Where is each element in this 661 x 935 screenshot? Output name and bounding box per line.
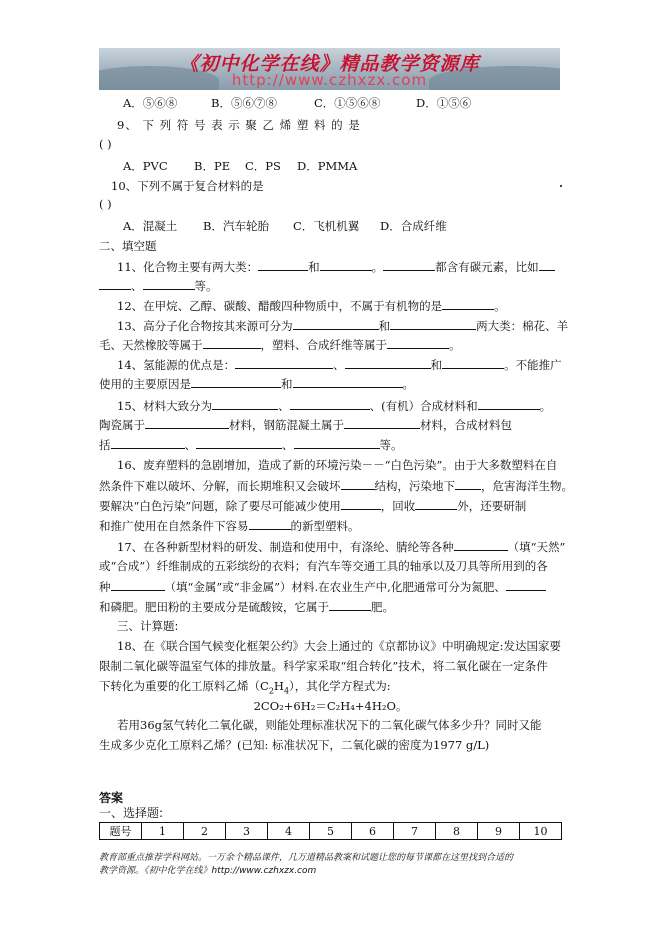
footer-line: 教育部重点推荐学科网站。一万余个精品课件，几万道精品教案和试题让您的每节课都在这里找到合适的 [99, 853, 514, 863]
page-footer [99, 852, 569, 878]
section-title-calculation: 三、计算题: [117, 619, 179, 633]
blank[interactable] [415, 498, 457, 510]
q10-option-a: A．混凝土 [123, 219, 178, 233]
blank[interactable] [191, 376, 281, 388]
q8-option-c: C．①⑤⑥⑧ [314, 96, 381, 110]
table-cell: 1 [142, 823, 184, 840]
blank[interactable] [506, 579, 546, 591]
q9-paren: ( ) [99, 137, 112, 151]
q8-option-a: A．⑤⑥⑧ [123, 96, 178, 110]
q16-line4: 和推广使用在自然条件下容易 的新型塑料。 [99, 519, 360, 533]
blank[interactable] [258, 259, 308, 271]
blank[interactable] [143, 278, 195, 290]
table-cell: 题号 [100, 823, 142, 840]
q13-line1: 13、高分子化合物按其来源可分为 和 两大类：棉花、羊 [117, 319, 569, 333]
q12: 12、在甲烷、乙醇、碳酸、醋酸四种物质中，不属于有机物的是 。 [117, 299, 506, 313]
blank[interactable] [111, 579, 165, 591]
blank[interactable] [341, 478, 375, 490]
table-cell: 3 [226, 823, 268, 840]
answers-subtitle: 一、选择题: [99, 806, 164, 820]
blank[interactable] [293, 376, 403, 388]
q9-option-c: C．PS [245, 159, 281, 173]
q8-option-d: D．①⑤⑥ [416, 96, 472, 110]
q14-line2: 使用的主要原因是 和 。 [99, 377, 414, 391]
table-cell: 7 [394, 823, 436, 840]
blank[interactable] [293, 318, 379, 330]
q11-line1: 11、化合物主要有两大类： 和 。 都含有碳元素，比如 [117, 259, 555, 274]
blank[interactable] [294, 437, 380, 449]
blank[interactable] [390, 318, 476, 330]
blank[interactable] [345, 357, 431, 369]
blank[interactable] [344, 417, 420, 429]
q11-line2: 、 等。 [99, 278, 218, 293]
answer-table [99, 822, 562, 840]
blank[interactable] [442, 357, 504, 369]
stray-dot [560, 185, 562, 187]
banner-title: 《初中化学在线》精品教学资源库 [179, 53, 480, 75]
table-cell: 6 [352, 823, 394, 840]
q18-formula: 2CO₂+6H₂＝C₂H₄+4H₂O。 [253, 699, 408, 713]
q15-line2: 陶瓷属于 材料，钢筋混凝土属于 材料，合成材料包 [99, 418, 512, 432]
q16-line3: 要解决“白色污染”问题，除了要尽可能减少使用 ，回收 外，还要研制 [99, 499, 527, 513]
table-cell: 2 [184, 823, 226, 840]
q18-line5: 生成多少克化工原料乙烯？(已知: 标准状况下，二氧化碳的密度为1977 g/L) [99, 738, 490, 752]
blank[interactable] [478, 398, 540, 410]
q16-line2: 然条件下难以破坏、分解，而长期堆积又会破坏 结构，污染地下 ，危害海洋生物。 [99, 479, 573, 493]
blank[interactable] [203, 337, 261, 349]
q9-stem: 9、 下 列 符 号 表 示 聚 乙 烯 塑 料 的 是 [117, 118, 361, 132]
q18-line1: 18、在《联合国气候变化框架公约》大会上通过的《京都协议》中明确规定:发达国家要 [117, 639, 562, 653]
q18-line2: 限制二氧化碳等温室气体的排放量。科学家采取“组合转化”技术，将二氧化碳在一定条件 [99, 659, 548, 673]
blank[interactable] [111, 437, 185, 449]
table-row [100, 823, 562, 840]
q15-line1: 15、材料大致分为 、 、(有机）合成材料和 。 [117, 399, 552, 413]
blank[interactable] [320, 259, 372, 271]
q18-line3: 下转化为重要的化工原料乙烯$(C_2H_4)$，其化学方程式为: [99, 679, 391, 696]
blank[interactable] [249, 518, 291, 530]
q10-option-b: B．汽车轮胎 [203, 219, 269, 233]
q9-option-b: B．PE [194, 159, 231, 173]
blank[interactable] [290, 398, 370, 410]
blank[interactable] [387, 337, 449, 349]
blank[interactable] [212, 398, 278, 410]
q15-line3: 括 、 、 等。 [99, 438, 403, 452]
q8-option-b: B．⑤⑥⑦⑧ [211, 96, 277, 110]
blank[interactable] [196, 437, 282, 449]
blank[interactable] [455, 478, 481, 490]
blank[interactable] [329, 599, 371, 611]
header-banner [99, 48, 560, 90]
q9-option-a: A．PVC [123, 159, 168, 173]
blank[interactable] [539, 259, 555, 271]
q17-line1: 17、在各种新型材料的研发、制造和使用中，有涤纶、腈纶等各种 （填“天然” [117, 540, 566, 554]
q17-line2: 或“合成”）纤维制成的五彩缤纷的衣料；有汽车等交通工具的轴承以及刀具等所用到的各 [99, 559, 548, 573]
table-cell: 5 [310, 823, 352, 840]
q16-line1: 16、废弃塑料的急剧增加，造成了新的环境污染－－“白色污染”。由于大多数塑料在自 [117, 458, 558, 472]
blank[interactable] [383, 259, 435, 271]
table-cell: 8 [436, 823, 478, 840]
answers-title: 答案 [99, 791, 124, 805]
section-title-fill-in: 二、填空题 [99, 239, 157, 253]
q10-stem: 10、下列不属于复合材料的是 [111, 179, 264, 193]
blank[interactable] [145, 417, 229, 429]
q10-option-d: D．合成纤维 [380, 219, 447, 233]
q14-line1: 14、氢能源的优点是： 、 和 。不能推广 [117, 358, 562, 372]
blank[interactable] [99, 278, 131, 290]
table-cell: 9 [478, 823, 520, 840]
blank[interactable] [454, 539, 508, 551]
blank[interactable] [235, 357, 333, 369]
table-cell: 10 [520, 823, 562, 840]
q13-line2: 毛、天然橡胶等属于 ，塑料、合成纤维等属于 。 [99, 338, 461, 352]
blank[interactable] [341, 498, 381, 510]
table-cell: 4 [268, 823, 310, 840]
q17-line3: 种 （填“金属”或“非金属”）材料.在农业生产中,化肥通常可分为氮肥、 [99, 579, 546, 594]
q10-paren: ( ) [99, 197, 112, 211]
banner-url[interactable]: http://www.czhxzx.com [231, 71, 428, 89]
q18-line4: 若用36g氢气转化二氧化碳，则能处理标准状况下的二氧化碳气体多少升？同时又能 [117, 718, 542, 732]
footer-line: 教学资源。《初中化学在线》http://www.czhxzx.com [99, 866, 317, 876]
q17-line4: 和磷肥。肥田粉的主要成分是硫酸铵，它属于 肥。 [99, 600, 394, 614]
q9-option-d: D．PMMA [297, 159, 358, 173]
blank[interactable] [442, 298, 494, 310]
q10-option-c: C．飞机机翼 [293, 219, 360, 233]
